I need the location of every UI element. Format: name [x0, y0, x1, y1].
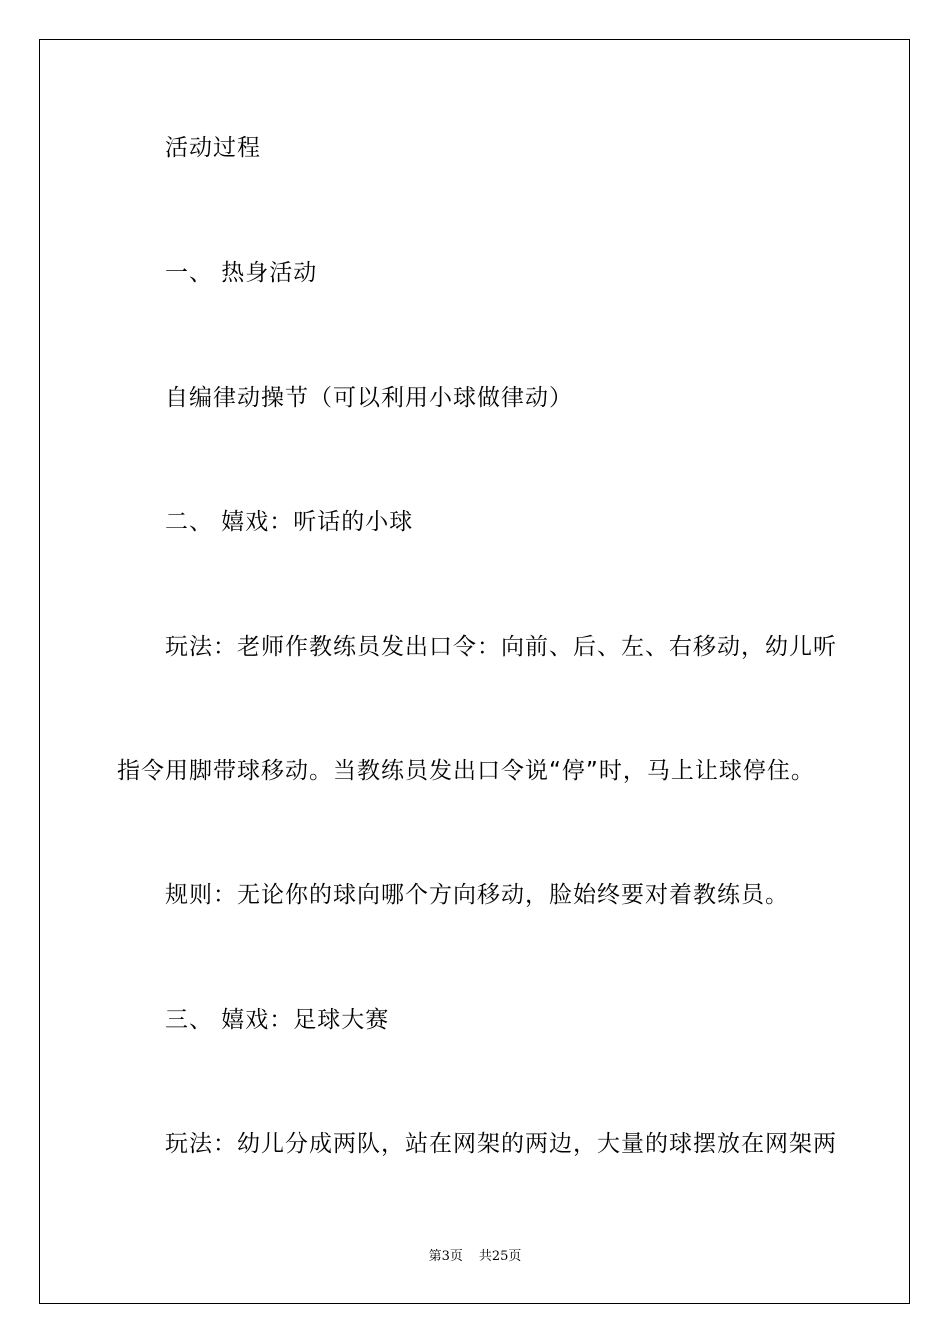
heading-activity-process: 活动过程	[165, 135, 261, 161]
section-heading-game-ball: 二、 嬉戏：听话的小球	[165, 509, 414, 535]
page-border	[39, 39, 910, 1304]
section-heading-warmup: 一、 热身活动	[165, 260, 318, 286]
total-pages: 共25页	[478, 1249, 522, 1264]
paragraph-warmup-rhythm: 自编律动操节（可以利用小球做律动）	[165, 385, 573, 411]
paragraph-game-rules-line2: 指令用脚带球移动。当教练员发出口令说“停”时，马上让球停住。	[117, 758, 815, 784]
paragraph-rule: 规则：无论你的球向哪个方向移动，脸始终要对着教练员。	[165, 882, 789, 908]
page-footer	[0, 1248, 950, 1266]
paragraph-football-rules: 玩法：幼儿分成两队，站在网架的两边，大量的球摆放在网架两	[165, 1131, 837, 1157]
page-number: 第3页	[428, 1249, 463, 1264]
section-heading-football-match: 三、 嬉戏：足球大赛	[165, 1007, 390, 1033]
paragraph-game-rules-line1: 玩法：老师作教练员发出口令：向前、后、左、右移动，幼儿听	[165, 634, 837, 660]
